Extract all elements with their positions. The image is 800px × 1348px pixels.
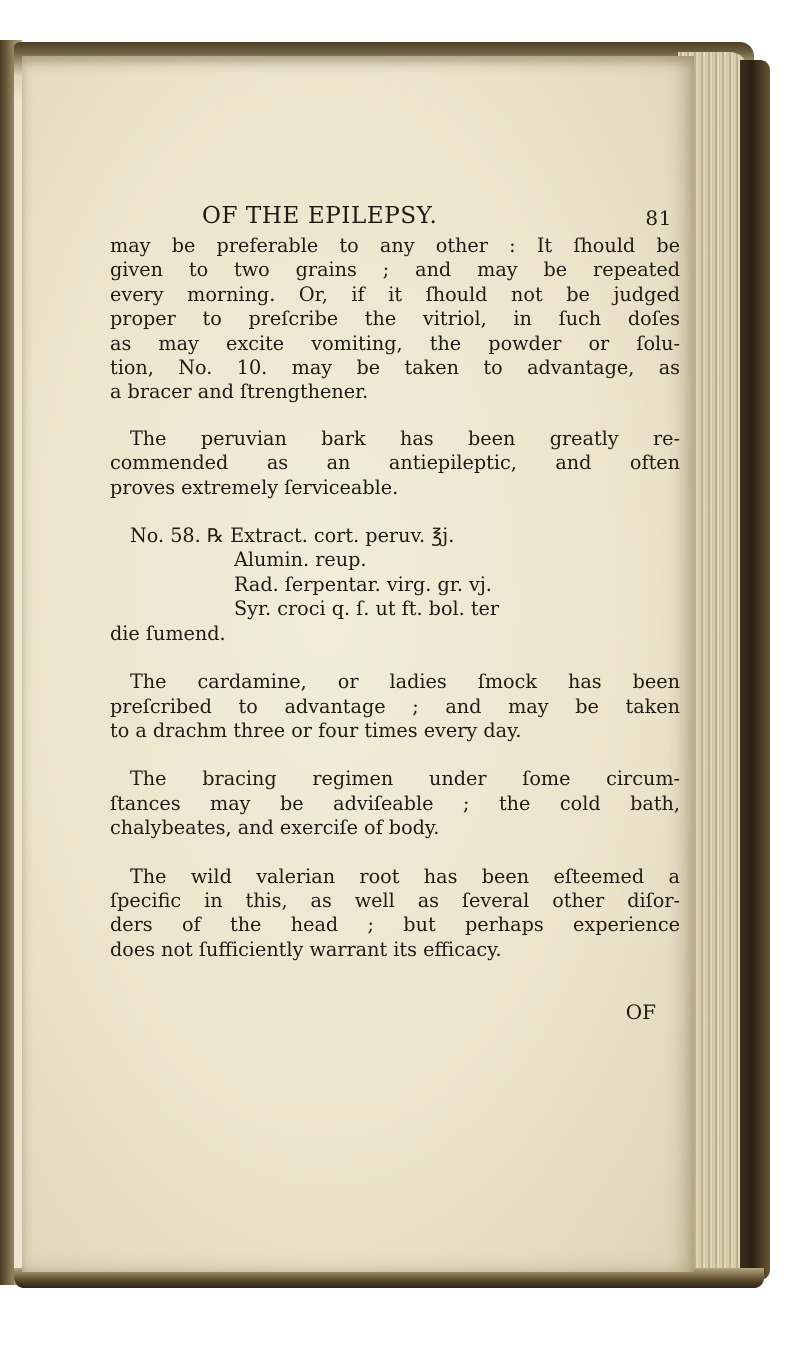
text-line: given to two grains ; and may be repeated	[110, 258, 680, 282]
text-line: ſpecific in this, as well as ſeveral other diſor-	[110, 888, 680, 912]
catchword: OF	[625, 1000, 656, 1025]
text-line: The cardamine, or ladies ſmock has been	[130, 670, 680, 694]
text-line: ſtances may be adviſeable ; the cold bath,	[110, 791, 680, 815]
book-cover-right	[740, 60, 770, 1280]
page-header	[110, 200, 680, 234]
paragraph-bracing-regimen	[110, 767, 680, 840]
text-line: every morning. Or, if it ſhould not be judged	[110, 282, 680, 306]
text-line: does not ſufficiently warrant its efficacy.	[110, 937, 502, 961]
page-number: 81	[645, 206, 672, 230]
text-line: commended as an antiepileptic, and often	[110, 451, 680, 475]
page-text	[110, 200, 680, 1025]
recipe-no-58	[110, 524, 680, 646]
text-line: may be preferable to any other : It ſhould be	[110, 234, 680, 257]
text-line: preſcribed to advantage ; and may be taken	[110, 694, 680, 718]
text-line: tion, No. 10. may be taken to advantage, as	[110, 356, 680, 380]
text-line: to a drachm three or four times every day.	[110, 718, 522, 742]
paragraph-wild-valerian	[110, 865, 680, 963]
text-line: ders of the head ; but perhaps experience	[110, 913, 680, 937]
text-line: chalybeates, and exerciſe of body.	[110, 816, 440, 840]
paragraph-peruvian-bark	[110, 427, 680, 500]
recipe-line: Rad. ſerpentar. virg. gr. vj.	[234, 572, 492, 596]
text-line: The wild valerian root has been eſteemed a	[130, 864, 680, 888]
recipe-line: die ſumend.	[110, 621, 226, 645]
paragraph-cardamine	[110, 670, 680, 743]
text-line: The peruvian bark has been greatly re-	[130, 426, 680, 450]
text-line: proper to preſcribe the vitriol, in ſuch doſes	[110, 307, 680, 331]
paragraph-vitriol	[110, 234, 680, 405]
text-line: as may excite vomiting, the powder or ſolu-	[110, 331, 680, 355]
recipe-line: No. 58. ℞ Extract. cort. peruv. ℥j.	[130, 524, 455, 548]
text-line: proves extremely ſerviceable.	[110, 475, 399, 499]
running-head: OF THE EPILEPSY.	[202, 203, 438, 229]
recipe-line: Syr. croci q. ſ. ut ft. bol. ter	[234, 597, 500, 621]
recipe-line: Alumin. reup.	[234, 548, 367, 572]
text-line: The bracing regimen under ſome circum-	[130, 767, 680, 791]
text-line: a bracer and ſtrengthener.	[110, 380, 369, 404]
